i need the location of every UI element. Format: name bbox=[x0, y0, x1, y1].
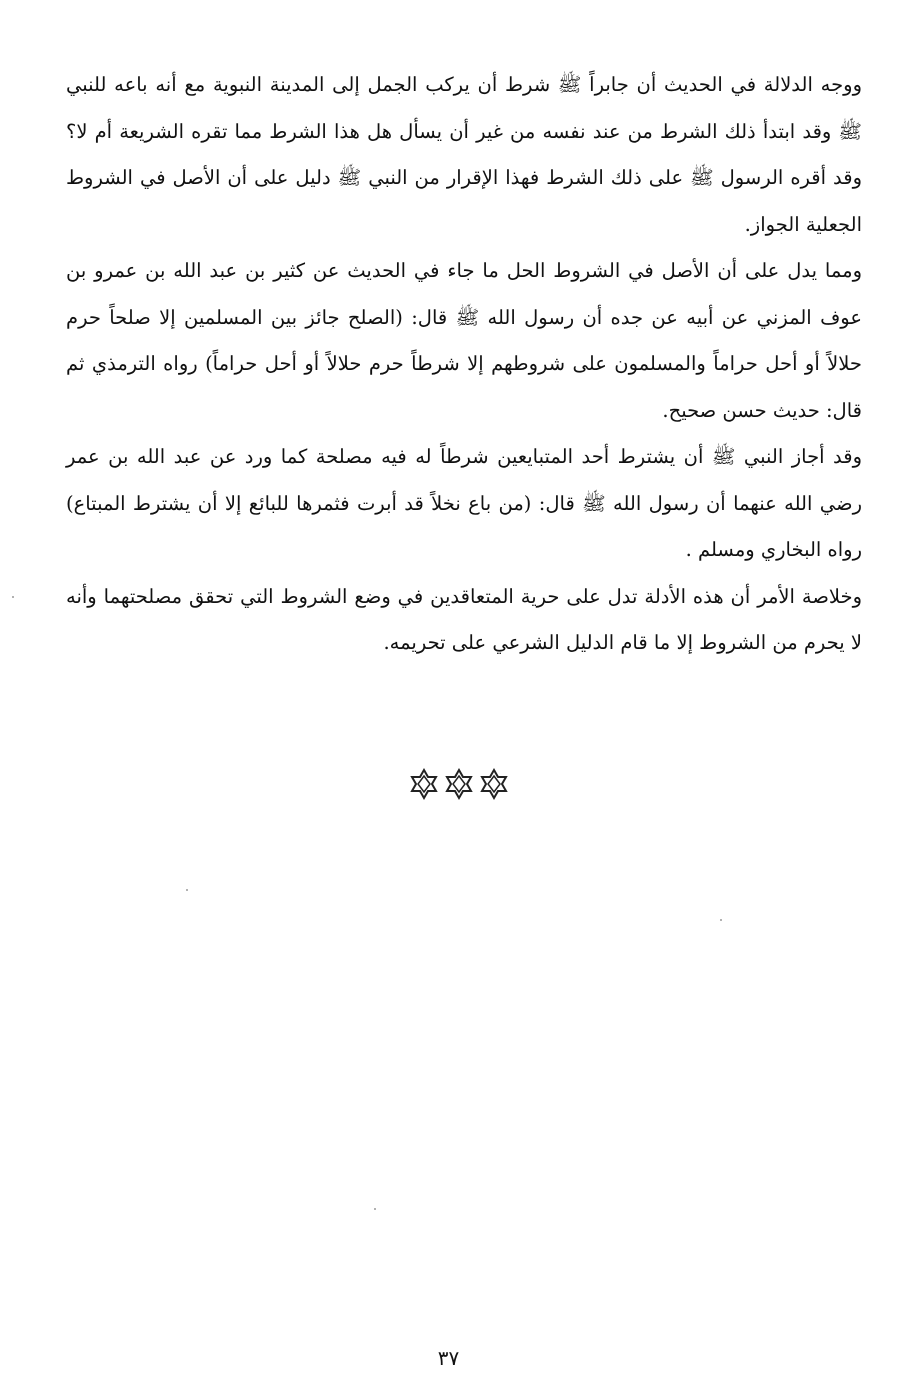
star-ornament-icon bbox=[478, 768, 510, 804]
page-number: ٣٧ bbox=[437, 1346, 460, 1370]
paragraph-4: وخلاصة الأمر أن هذه الأدلة تدل على حرية المتعاقدين في وضع الشروط التي تحقق مصلحتهما وأنه لا يحرم من الشروط إلا ما قام الدليل الشرعي على تحريمه. bbox=[66, 584, 862, 654]
page-body bbox=[66, 62, 862, 667]
star-ornament-icon bbox=[408, 768, 440, 804]
scan-speck bbox=[12, 596, 14, 598]
scan-speck bbox=[720, 919, 722, 921]
star-ornament-icon bbox=[443, 768, 475, 804]
paragraph-1: ووجه الدلالة في الحديث أن جابراً ﷺ شرط أن يركب الجمل إلى المدينة النبوية مع أنه باعه للنبي ﷺ وقد ابتدأ ذلك الشرط من عند نفسه من غير أن يسأل هل هذا الشرط مما تقره الشريعة أم لا؟ وقد أقره الرسول ﷺ على ذلك الشرط فهذا الإقرار من النبي ﷺ دليل على أن الأصل في الشروط الجعلية الجواز. bbox=[66, 73, 862, 236]
paragraph-2: ومما يدل على أن الأصل في الشروط الحل ما جاء في الحديث عن كثير بن عبد الله بن عمرو بن عوف المزني عن أبيه عن جده أن رسول الله ﷺ قال: (الصلح جائز بين المسلمين إلا صلحاً حرم حلالاً أو أحل حراماً والمسلمون على شروطهم إلا شرطاً حرم حلالاً أو أحل حراماً) رواه الترمذي ثم قال: حديث حسن صحيح. bbox=[66, 259, 862, 422]
section-end-ornament bbox=[408, 768, 510, 804]
paragraph-3: وقد أجاز النبي ﷺ أن يشترط أحد المتبايعين شرطاً له فيه مصلحة كما ورد عن عبد الله بن عمر رضي الله عنهما أن رسول الله ﷺ قال: (من باع نخلاً قد أبرت فثمرها للبائع إلا أن يشترط المبتاع) رواه البخاري ومسلم . bbox=[66, 445, 862, 561]
scan-speck bbox=[374, 1208, 376, 1210]
scan-speck bbox=[186, 889, 188, 891]
